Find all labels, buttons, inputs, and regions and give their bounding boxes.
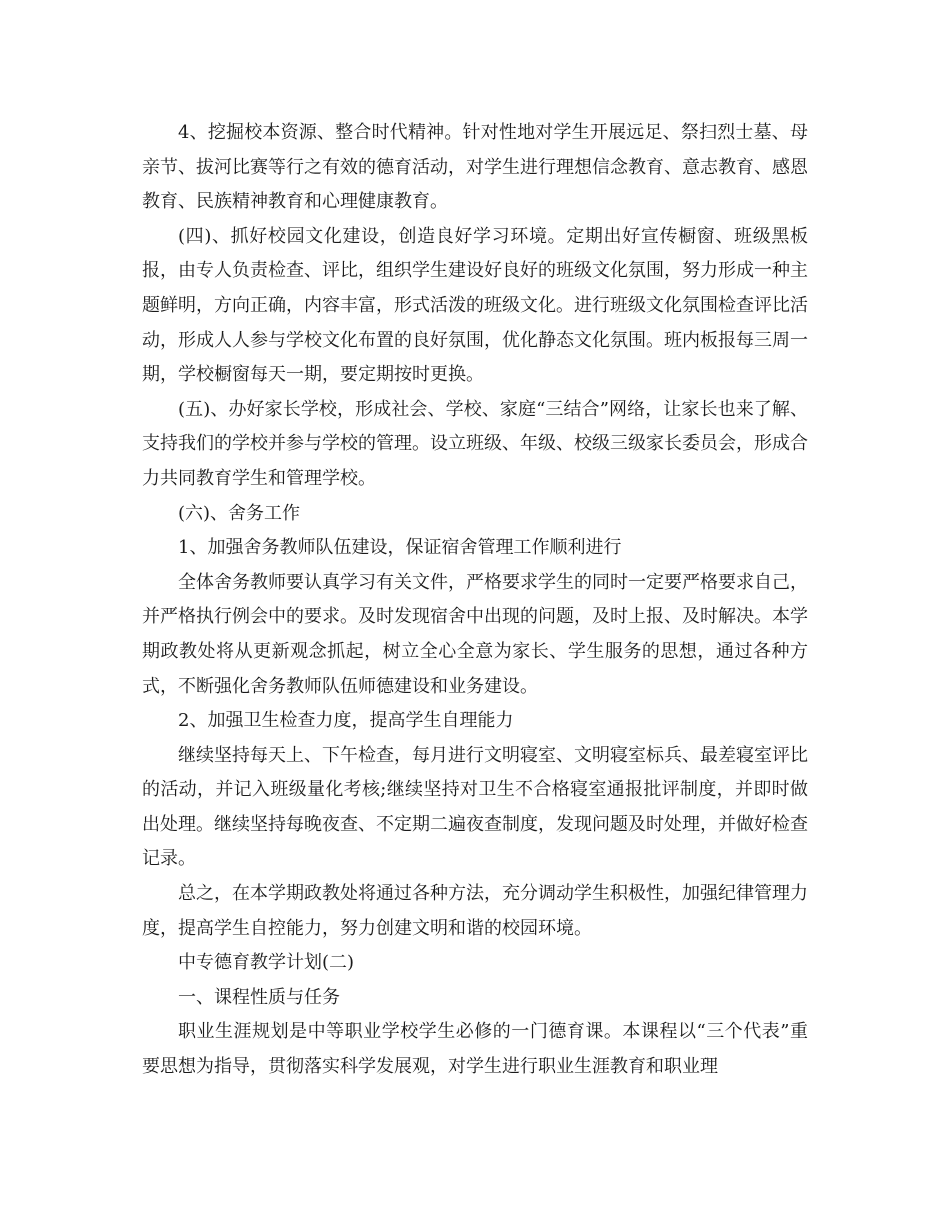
paragraph-2: (四)、抓好校园文化建设，创造良好学习环境。定期出好宣传橱窗、班级黑板报，由专人负责检查、评比，组织学生建设好良好的班级文化氛围，努力形成一种主题鲜明，方向正确，内容丰富，形式活泼的班级文化。进行班级文化氛围检查评比活动，形成人人参与学校文化布置的良好氛围，优化静态文化氛围。班内板报每三周一期，学校橱窗每天一期，要定期按时更换。 bbox=[142, 225, 808, 386]
section-heading-dormitory: (六)、舍务工作 bbox=[178, 502, 301, 524]
paragraph-3: (五)、办好家长学校，形成社会、学校、家庭“三结合”网络，让家长也来了解、支持我们的学校并参与学校的管理。设立班级、年级、校级三级家长委员会，形成合力共同教育学生和管理学校。 bbox=[142, 398, 808, 489]
subheading-2: 2、加强卫生检查力度，提高学生自理能力 bbox=[178, 710, 514, 732]
paragraph-6: 总之，在本学期政教处将通过各种方法，充分调动学生积极性，加强纪律管理力度，提高学生自控能力，努力创建文明和谐的校园环境。 bbox=[142, 883, 808, 939]
subheading-1: 1、加强舍务教师队伍建设，保证宿舍管理工作顺利进行 bbox=[178, 537, 622, 559]
paragraph-7: 职业生涯规划是中等职业学校学生必修的一门德育课。本课程以“三个代表”重要思想为指导，贯彻落实科学发展观，对学生进行职业生涯教育和职业理 bbox=[142, 1021, 808, 1078]
document-body bbox=[142, 116, 808, 1085]
paragraph-4: 全体舍务教师要认真学习有关文件，严格要求学生的同时一定要严格要求自己，并严格执行例会中的要求。及时发现宿舍中出现的问题，及时上报、及时解决。本学期政教处将从更新观念抓起，树立全心全意为家长、学生服务的思想，通过各种方式，不断强化舍务教师队伍师德建设和业务建设。 bbox=[142, 571, 808, 697]
paragraph-1: 4、挖掘校本资源、整合时代精神。针对性地对学生开展远足、祭扫烈士墓、母亲节、拔河比赛等行之有效的德育活动，对学生进行理想信念教育、意志教育、感恩教育、民族精神教育和心理健康教育。 bbox=[142, 122, 808, 213]
section-heading-course: 一、课程性质与任务 bbox=[178, 986, 340, 1008]
document-title-2: 中专德育教学计划(二) bbox=[178, 952, 355, 974]
paragraph-5: 继续坚持每天上、下午检查，每月进行文明寝室、文明寝室标兵、最差寝室评比的活动，并记入班级量化考核;继续坚持对卫生不合格寝室通报批评制度，并即时做出处理。继续坚持每晚夜查、不定期二遍夜查制度，发现问题及时处理，并做好检查记录。 bbox=[142, 744, 808, 870]
